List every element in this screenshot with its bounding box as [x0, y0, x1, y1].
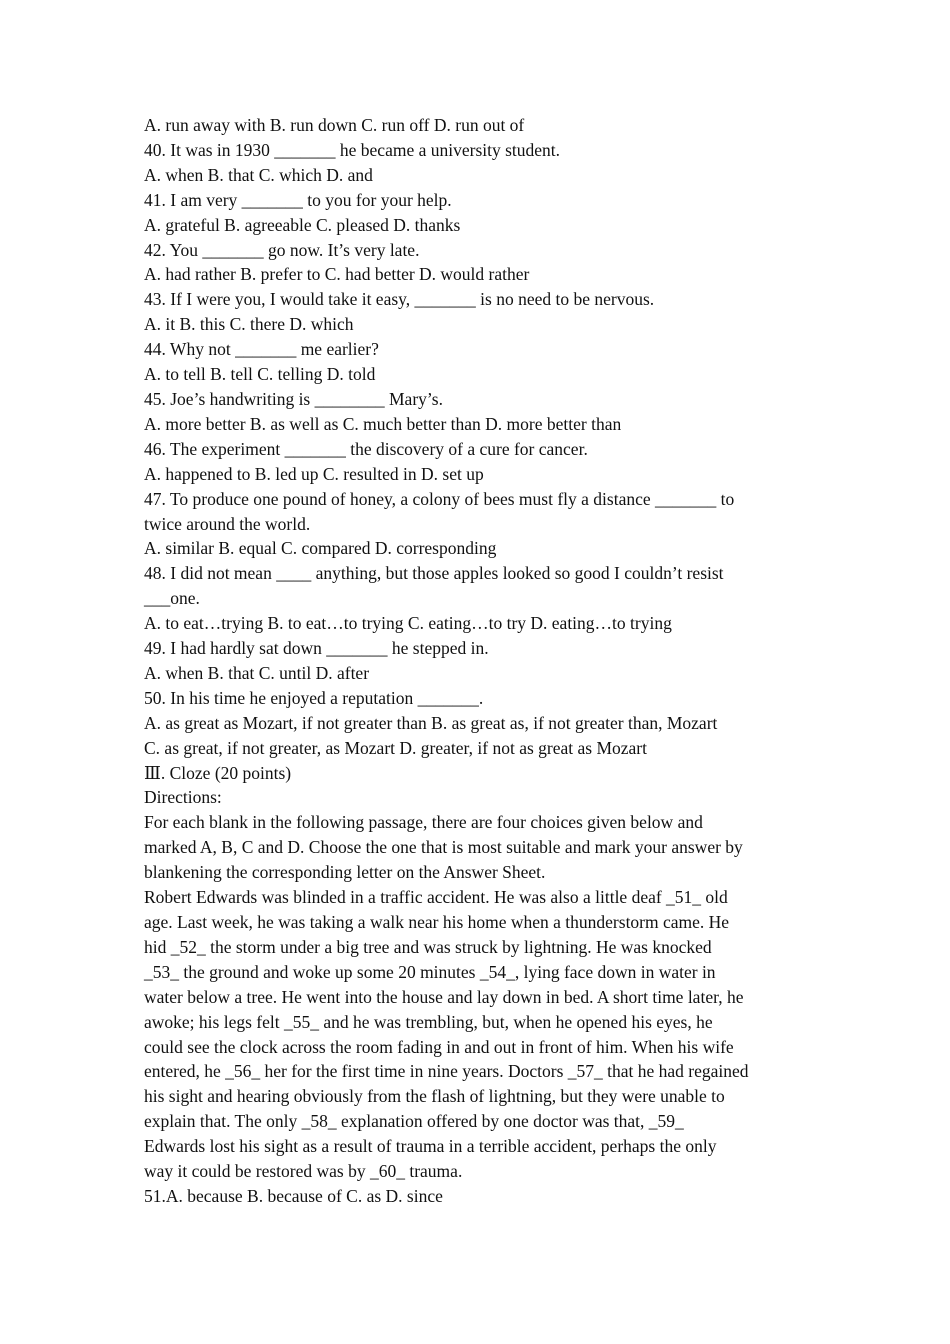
section-heading-cloze: Ⅲ. Cloze (20 points) [144, 762, 292, 783]
question-41: 41. I am very _______ to you for your help. [144, 189, 452, 210]
option-line-49: A. when B. that C. until D. after [144, 662, 370, 683]
option-line-43: A. it B. this C. there D. which [144, 314, 354, 335]
option-line-40: A. when B. that C. which D. and [144, 164, 373, 185]
passage-line-1: Robert Edwards was blinded in a traffic accident. He was also a little deaf _51_ old [144, 887, 728, 908]
question-48-line-2: ___one. [144, 588, 200, 609]
question-47-line-2: twice around the world. [144, 513, 311, 534]
passage-line-3: hid _52_ the storm under a big tree and was struck by lightning. He was knocked [144, 936, 712, 957]
question-43: 43. If I were you, I would take it easy, _______ is no need to be nervous. [144, 289, 655, 310]
question-42: 42. You _______ go now. It’s very late. [144, 239, 420, 260]
question-45: 45. Joe’s handwriting is ________ Mary’s. [144, 388, 443, 409]
question-50: 50. In his time he enjoyed a reputation _______. [144, 687, 484, 708]
directions-line-1: For each blank in the following passage, there are four choices given below and [144, 812, 703, 833]
option-line-41: A. grateful B. agreeable C. pleased D. thanks [144, 214, 461, 235]
option-line-50-cd: C. as great, if not greater, as Mozart D. greater, if not as great as Mozart [144, 737, 647, 758]
passage-line-2: age. Last week, he was taking a walk near his home when a thunderstorm came. He [144, 912, 730, 932]
option-line-42: A. had rather B. prefer to C. had better D. would rather [144, 264, 530, 285]
passage-line-8: entered, he _56_ her for the first time in nine years. Doctors _57_ that he had regained [144, 1061, 749, 1082]
option-line-46: A. happened to B. led up C. resulted in D. set up [144, 463, 484, 484]
option-line-45: A. more better B. as well as C. much better than D. more better than [144, 413, 622, 434]
directions-line-2: marked A, B, C and D. Choose the one that is most suitable and mark your answer by [144, 837, 743, 858]
passage-line-7: could see the clock across the room fading in and out in front of him. When his wife [144, 1036, 734, 1057]
option-line-48: A. to eat…trying B. to eat…to trying C. eating…to try D. eating…to trying [144, 613, 672, 634]
option-line-39: A. run away with B. run down C. run off D. run out of [144, 115, 525, 135]
option-line-44: A. to tell B. tell C. telling D. told [144, 364, 376, 385]
passage-line-10: explain that. The only _58_ explanation offered by one doctor was that, _59_ [144, 1111, 684, 1132]
question-47-line-1: 47. To produce one pound of honey, a colony of bees must fly a distance _______ to [144, 488, 735, 509]
question-44: 44. Why not _______ me earlier? [144, 339, 379, 360]
question-49: 49. I had hardly sat down _______ he stepped in. [144, 638, 489, 659]
directions-line-3: blankening the corresponding letter on the Answer Sheet. [144, 862, 546, 883]
directions-label: Directions: [144, 787, 222, 808]
option-line-50-ab: A. as great as Mozart, if not greater than B. as great as, if not greater than, Mozart [144, 712, 718, 733]
passage-line-12: way it could be restored was by _60_ trauma. [144, 1161, 463, 1182]
question-48-line-1: 48. I did not mean ____ anything, but those apples looked so good I couldn’t resist [144, 563, 724, 584]
passage-line-11: Edwards lost his sight as a result of trauma in a terrible accident, perhaps the only [144, 1136, 717, 1157]
passage-line-5: water below a tree. He went into the house and lay down in bed. A short time later, he [144, 986, 744, 1007]
question-46: 46. The experiment _______ the discovery of a cure for cancer. [144, 438, 588, 459]
question-40: 40. It was in 1930 _______ he became a university student. [144, 139, 561, 160]
option-line-51: 51.A. because B. because of C. as D. since [144, 1185, 443, 1206]
passage-line-9: his sight and hearing obviously from the flash of lightning, but they were unable to [144, 1086, 725, 1107]
document-page [144, 113, 809, 1209]
passage-line-6: awoke; his legs felt _55_ and he was trembling, but, when he opened his eyes, he [144, 1011, 713, 1032]
passage-line-4: _53_ the ground and woke up some 20 minutes _54_, lying face down in water in [144, 961, 716, 982]
option-line-47: A. similar B. equal C. compared D. corresponding [144, 538, 497, 559]
